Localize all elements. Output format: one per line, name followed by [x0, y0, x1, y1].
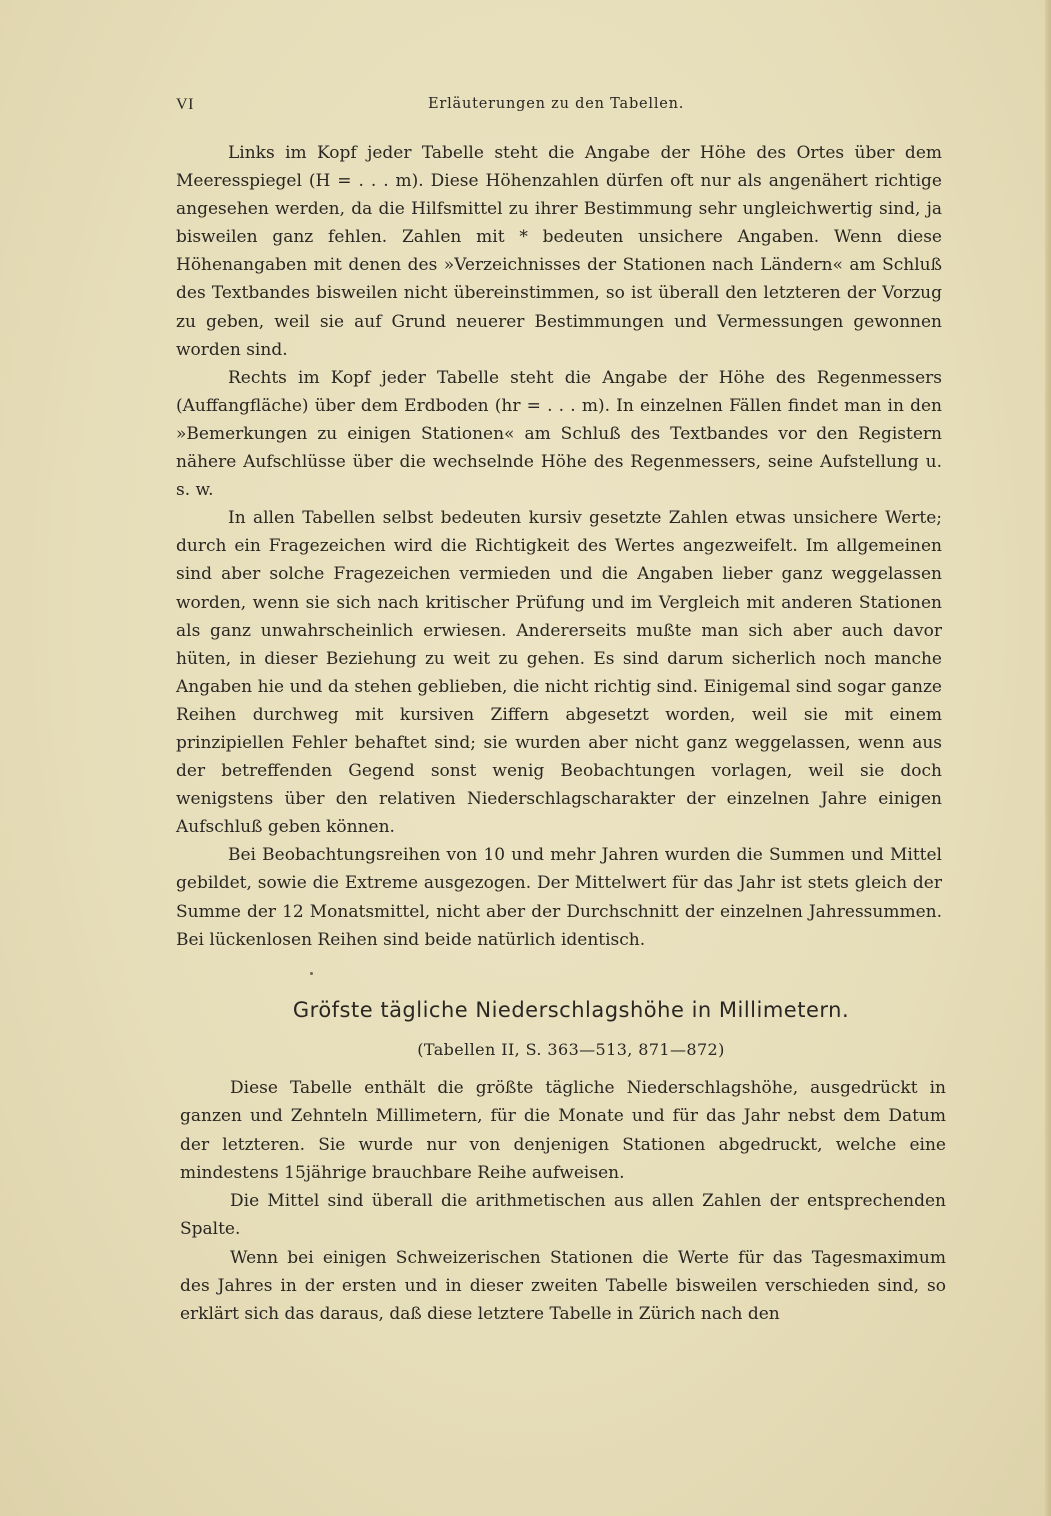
- paragraph-uncertain-values: In allen Tabellen selbst bedeuten kursiv gesetzte Zahlen etwas unsichere Werte; durch ein Fragezeichen wird die Richtigkeit des Wertes angezweifelt. Im allgemeinen sind aber solche Fragezeichen vermieden und die Angaben lieber ganz weggelassen worden, wenn sie sich nach kritischer Prüfung und im Vergleich mit anderen Stationen als ganz unwahrscheinlich erwiesen. Andererseits mußte man sich aber auch davor hüten, in dieser Beziehung zu weit zu gehen. Es sind darum sicherlich noch manche Angaben hie und da stehen geblieben, die nicht richtig sind. Einigemal sind sogar ganze Reihen durchweg mit kursiven Ziffern abgesetzt worden, weil sie mit einem prinzipiellen Fehler behaftet sind; sie wurden aber nicht ganz weggelassen, wenn aus der betreffenden Gegend sonst wenig Beobachtungen vorlagen, weil sie doch wenigstens über den relativen Niederschlagscharakter der einzelnen Jahre einigen Aufschluß geben können.: [176, 508, 942, 838]
- section-heading: Gröfste tägliche Niederschlagshöhe in Millimetern.: [292, 998, 850, 1022]
- paragraph-gauge-height: Rechts im Kopf jeder Tabelle steht die Angabe der Höhe des Regenmessers (Auffangfläche) über dem Erdboden (hr = . . . m). In einzelnen Fällen findet man in den »Bemerkungen zu einigen Stationen« am Schluß des Textbandes vor den Registern nähere Aufschlüsse über die wechselnde Höhe des Regenmessers, seine Aufstellung u. s. w.: [176, 367, 942, 501]
- section-paragraph-mean: Die Mittel sind überall die arithmetischen aus allen Zahlen der entsprechenden Spalte.: [180, 1191, 946, 1240]
- running-head: [176, 96, 946, 118]
- section-subheading: (Tabellen II, S. 363—513, 871—872): [417, 1040, 725, 1059]
- paragraph-means: Bei Beobachtungsreihen von 10 und mehr Jahren wurden die Summen und Mittel gebildet, sowie die Extreme ausgezogen. Der Mittelwert für das Jahr ist stets gleich der Summe der 12 Monatsmittel, nicht aber der Durchschnitt der einzelnen Jahressummen. Bei lückenlosen Reihen sind beide natürlich identisch.: [176, 845, 942, 950]
- scan-speck: [310, 972, 313, 975]
- section-paragraph-swiss: Wenn bei einigen Schweizerischen Stationen die Werte für das Tagesmaximum des Jahres in der ersten und in dieser zweiten Tabelle bisweilen verschieden sind, so erklärt sich das daraus, daß diese letztere Tabelle in Zürich nach den: [180, 1247, 946, 1325]
- page-edge: [1045, 0, 1051, 1516]
- section-paragraph-table: Diese Tabelle enthält die größte tägliche Niederschlagshöhe, ausgedrückt in ganzen und Zehnteln Millimetern, für die Monate und für das Jahr nebst dem Datum der letzteren. Sie wurde nur von denjenigen Stationen abgedruckt, welche eine mindestens 15jährige brauchbare Reihe aufweisen.: [180, 1078, 946, 1183]
- paragraph-altitude: Links im Kopf jeder Tabelle steht die Angabe der Höhe des Ortes über dem Meeresspiegel (H = . . . m). Diese Höhenzahlen dürfen oft nur als angenähert richtige angesehen werden, da die Hilfsmittel zu ihrer Bestimmung sehr ungleichwertig sind, ja bisweilen ganz fehlen. Zahlen mit * bedeuten unsichere Angaben. Wenn diese Höhenangaben mit denen des »Verzeichnisses der Stationen nach Ländern« am Schluß des Textbandes bisweilen nicht übereinstimmen, so ist überall den letzteren der Vorzug zu geben, weil sie auf Grund neuerer Bestimmungen und Vermessungen gewonnen worden sind.: [176, 143, 942, 360]
- section-text: [180, 1074, 946, 1329]
- page-number: VI: [176, 96, 195, 113]
- running-title: Erläuterungen zu den Tabellen.: [428, 96, 685, 112]
- body-text: [176, 139, 942, 954]
